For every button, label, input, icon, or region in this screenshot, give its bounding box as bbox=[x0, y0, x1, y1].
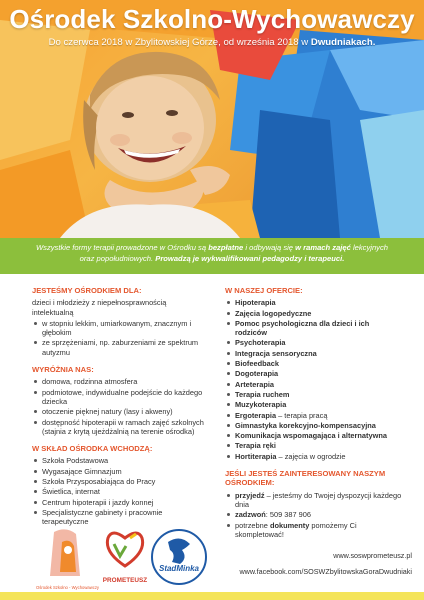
list-item: Terapia ruchem bbox=[225, 390, 403, 399]
right-column bbox=[225, 286, 403, 547]
stadninka-logo-text: StadMinka bbox=[158, 564, 199, 573]
banner-text-3: lekcyjnych oraz popołudniowych. bbox=[79, 243, 388, 263]
list-item: Pomoc psychologiczna dla dzieci i ich rodziców bbox=[225, 319, 403, 338]
list-item: Dogoterapia bbox=[225, 369, 403, 378]
banner-text-2: i odbywają się bbox=[243, 243, 296, 252]
contact-call-bold: zadzwoń bbox=[235, 510, 266, 520]
list-item bbox=[225, 521, 403, 540]
who-list bbox=[32, 319, 204, 357]
list-item bbox=[225, 452, 403, 461]
school-logo-caption: Ośrodek Szkolno - Wychowawczy bbox=[36, 585, 100, 590]
contact-docs-c: pomożemy Ci skompletować! bbox=[235, 520, 357, 539]
info-banner bbox=[0, 238, 424, 274]
contact-visit-text: – jesteśmy do Twojej dyspozycji każdego dnia bbox=[235, 490, 402, 509]
facebook-link[interactable]: www.facebook.com/SOSWZbylitowskaGoraDwudniaki bbox=[239, 567, 412, 576]
horse-icon bbox=[150, 528, 208, 586]
list-item: Integracja sensoryczna bbox=[225, 349, 403, 358]
footer-links bbox=[222, 548, 412, 580]
list-item: Terapia ręki bbox=[225, 441, 403, 450]
list-item: podmiotowe, indywidualne podejście do każdego dziecka bbox=[32, 388, 204, 407]
list-item: w stopniu lekkim, umiarkowanym, znacznym i głębokim bbox=[32, 319, 204, 338]
list-item: Arteterapia bbox=[225, 380, 403, 389]
units-list bbox=[32, 456, 204, 526]
page-subtitle bbox=[0, 37, 424, 48]
heart-hands-icon bbox=[100, 526, 150, 572]
offer-heading: W NASZEJ OFERCIE: bbox=[225, 286, 303, 295]
offer-section bbox=[225, 286, 403, 461]
units-heading: W SKŁAD OŚRODKA WCHODZĄ: bbox=[32, 444, 153, 454]
bottom-bar bbox=[0, 592, 424, 600]
hero-section bbox=[0, 0, 424, 238]
contact-heading: JEŚLI JESTEŚ ZAINTERESOWANY NASZYM OŚRODKIEM: bbox=[225, 469, 386, 488]
offer-ergo: Ergoterapia bbox=[235, 410, 277, 420]
list-item: Specjalistyczne gabinety i pracownie terapeutyczne bbox=[32, 508, 204, 527]
stadninka-logo bbox=[150, 528, 208, 586]
features-section bbox=[32, 365, 204, 436]
contact-phone: : 509 387 906 bbox=[265, 510, 312, 520]
list-item: Wygasające Gimnazjum bbox=[32, 467, 204, 476]
list-item: Biofeedback bbox=[225, 359, 403, 368]
contact-section bbox=[225, 469, 403, 539]
website-link[interactable]: www.soswprometeusz.pl bbox=[333, 551, 412, 560]
offer-list bbox=[225, 298, 403, 461]
list-item: Hipoterapia bbox=[225, 298, 403, 307]
list-item bbox=[225, 491, 403, 510]
who-intro: dzieci i młodzieży z niepełnosprawnością intelektualną bbox=[32, 298, 167, 317]
list-item: ze sprzężeniami, np. zaburzeniami ze spektrum autyzmu bbox=[32, 338, 204, 357]
subtitle-text: Do czerwca 2018 w Zbylitowskiej Górze, od września 2018 w bbox=[48, 37, 311, 48]
banner-bold-3: Prowadzą je wykwalifikowani pedagodzy i terapeuci. bbox=[155, 253, 345, 263]
offer-horti-extra: – zajęcia w ogrodzie bbox=[276, 451, 346, 461]
contact-list bbox=[225, 491, 403, 539]
list-item bbox=[225, 510, 403, 519]
contact-docs-a: potrzebne bbox=[235, 520, 270, 530]
who-heading: JESTEŚMY OŚRODKIEM DLA: bbox=[32, 286, 142, 295]
offer-horti: Hortiterapia bbox=[235, 451, 277, 461]
hero-photo bbox=[0, 0, 424, 238]
list-item: dostępność hipoterapii w ramach zajęć szkolnych (stajnia z krytą ujeżdżalnią na terenie ośrodka) bbox=[32, 418, 204, 437]
list-item: domowa, rodzinna atmosfera bbox=[32, 377, 204, 386]
list-item: Psychoterapia bbox=[225, 338, 403, 347]
list-item: Świetlica, internat bbox=[32, 487, 204, 496]
prometeusz-logo bbox=[100, 526, 150, 588]
features-heading: WYRÓŻNIA NAS: bbox=[32, 365, 94, 375]
units-section bbox=[32, 444, 204, 526]
list-item: Szkoła Przysposabiająca do Pracy bbox=[32, 477, 204, 486]
list-item: Zajęcia logopedyczne bbox=[225, 309, 403, 318]
list-item: Komunikacja wspomagająca i alternatywna bbox=[225, 431, 403, 440]
list-item: Szkoła Podstawowa bbox=[32, 456, 204, 465]
school-logo bbox=[36, 528, 98, 588]
list-item: Muzykoterapia bbox=[225, 400, 403, 409]
subtitle-place: Dwudniakach. bbox=[310, 37, 376, 48]
school-logo-icon bbox=[36, 528, 98, 580]
features-list bbox=[32, 377, 204, 436]
list-item: otoczenie pięknej natury (lasy i akweny) bbox=[32, 407, 204, 416]
contact-docs-bold: dokumenty bbox=[269, 520, 310, 530]
offer-ergo-extra: – terapia pracą bbox=[276, 410, 328, 420]
contact-visit-bold: przyjedź bbox=[235, 490, 265, 500]
page-title: Ośrodek Szkolno-Wychowawczy bbox=[9, 4, 415, 34]
prometeusz-logo-text: PROMETEUSZ bbox=[102, 577, 148, 584]
banner-text-1: Wszystkie formy terapii prowadzone w Ośrodku są bbox=[36, 243, 209, 252]
left-column bbox=[32, 286, 204, 535]
banner-bold-1: bezpłatne bbox=[208, 243, 244, 252]
who-section bbox=[32, 286, 204, 357]
list-item bbox=[225, 411, 403, 420]
banner-bold-2: w ramach zajęć bbox=[295, 243, 351, 252]
list-item: Gimnastyka korekcyjno-kompensacyjna bbox=[225, 421, 403, 430]
list-item: Centrum hipoterapii i jazdy konnej bbox=[32, 498, 204, 507]
